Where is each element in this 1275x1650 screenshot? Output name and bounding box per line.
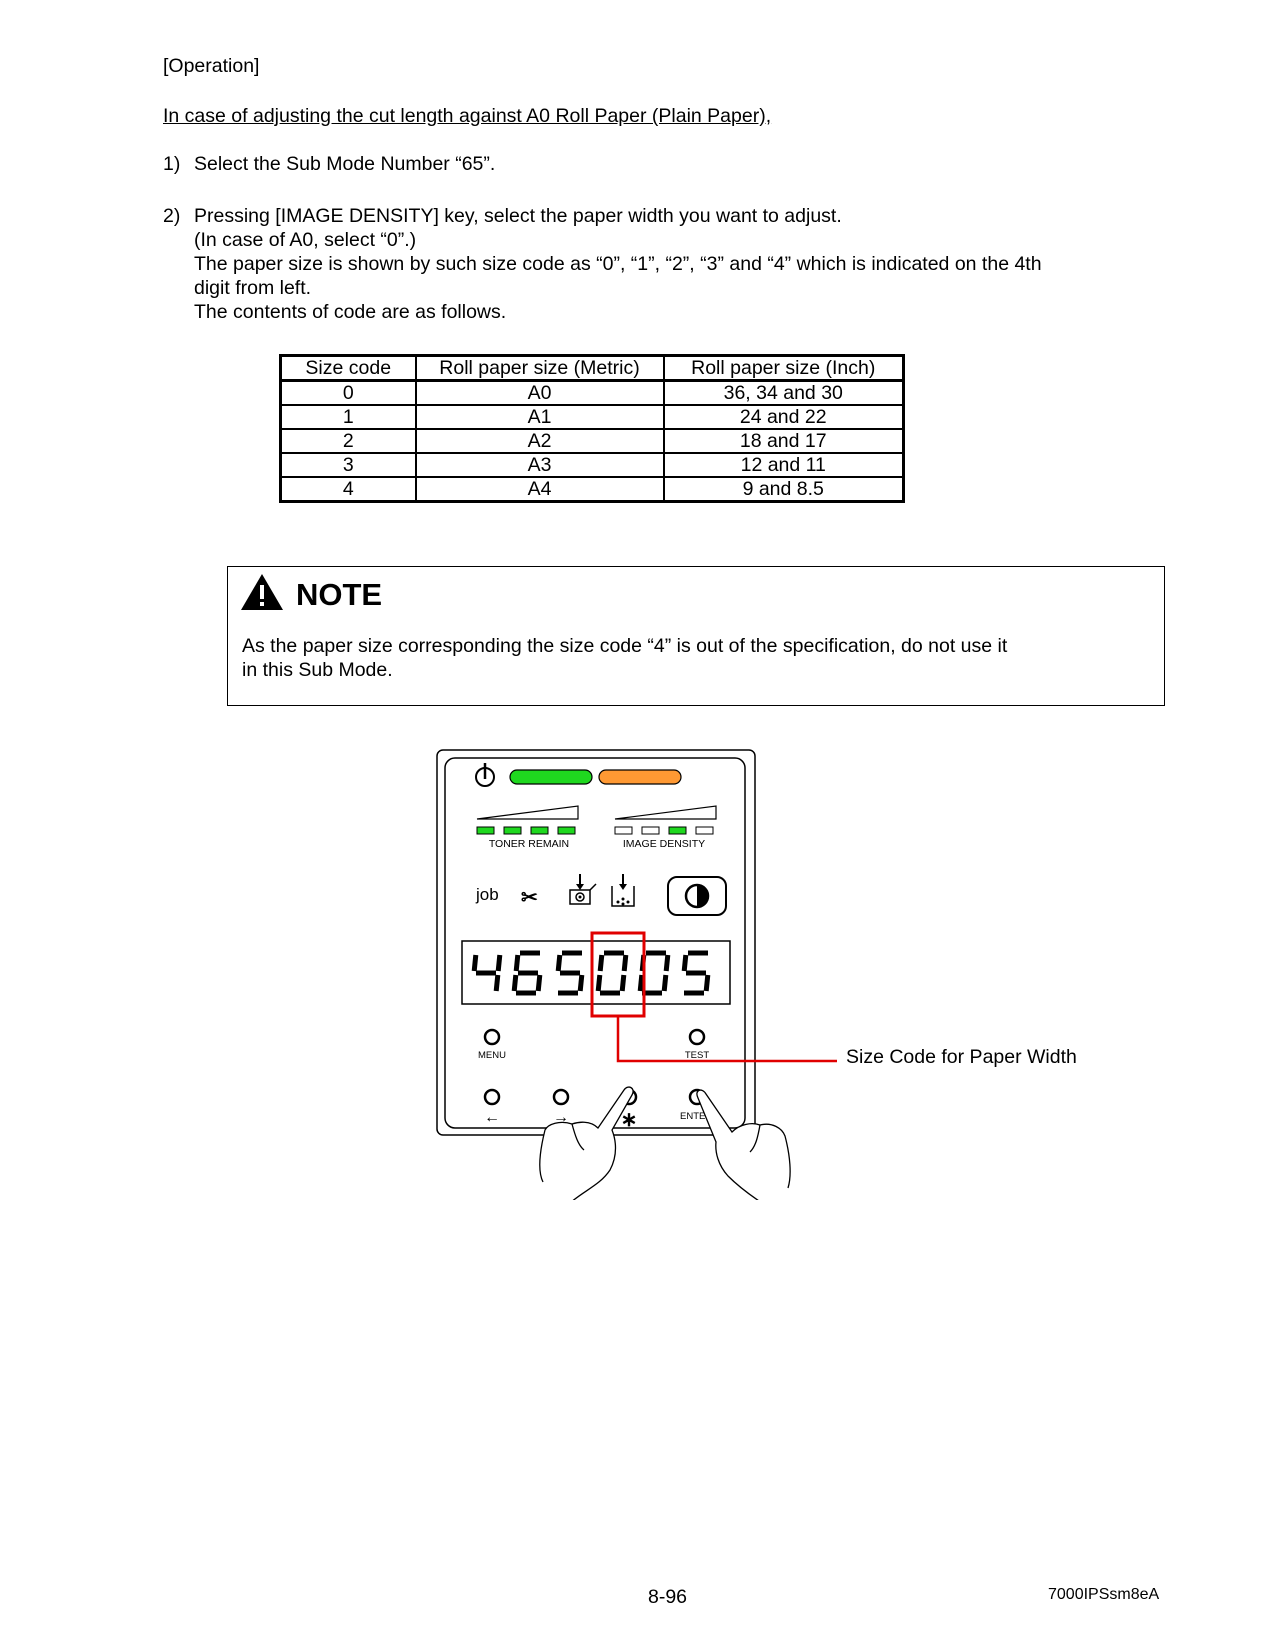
svg-text:✂: ✂	[521, 887, 538, 909]
density-led	[615, 827, 632, 834]
table-row	[281, 381, 904, 406]
section-heading: [Operation]	[163, 55, 260, 77]
table-cell: 3	[281, 453, 416, 477]
size-code-table	[279, 354, 905, 503]
digit-segment	[558, 955, 560, 971]
table-cell: 1	[281, 405, 416, 429]
toner-led	[504, 827, 521, 834]
enter-label: ENTE	[680, 1111, 706, 1122]
table-cell: 24 and 22	[664, 405, 904, 429]
digit-segment	[514, 975, 516, 991]
digit-segment	[622, 975, 624, 991]
digit-segment	[600, 955, 602, 971]
menu-label: MENU	[478, 1050, 506, 1061]
note-line-1: As the paper size corresponding the size code “4” is out of the specification, do not use it	[242, 635, 1008, 657]
note-box	[227, 566, 1165, 706]
test-button[interactable]	[690, 1030, 704, 1044]
table-row	[281, 453, 904, 477]
table-cell: A0	[416, 381, 664, 406]
alarm-lamp	[599, 770, 681, 784]
table-header-cell: Size code	[281, 356, 416, 381]
table-cell: A1	[416, 405, 664, 429]
digit-segment	[706, 975, 708, 991]
step-1-text: Select the Sub Mode Number “65”.	[194, 153, 496, 175]
page-number: 8-96	[648, 1586, 688, 1608]
digit-segment	[598, 975, 600, 991]
table-cell: A4	[416, 477, 664, 502]
digit-segment	[624, 955, 626, 971]
step-2-detail-1: (In case of A0, select “0”.)	[194, 229, 417, 251]
step-2-text: Pressing [IMAGE DENSITY] key, select the paper width you want to adjust.	[194, 205, 842, 227]
toner-led	[531, 827, 548, 834]
table-row	[281, 429, 904, 453]
right-arrow-icon: →	[553, 1109, 569, 1126]
callout-label: Size Code for Paper Width	[846, 1046, 1077, 1068]
table-row	[281, 405, 904, 429]
ready-lamp	[510, 770, 592, 784]
table-cell: 4	[281, 477, 416, 502]
table-cell: A2	[416, 429, 664, 453]
menu-button[interactable]	[485, 1030, 499, 1044]
image-density-button[interactable]	[668, 877, 726, 915]
table-cell: 12 and 11	[664, 453, 904, 477]
digit-segment	[684, 955, 686, 971]
table-row	[281, 477, 904, 502]
density-led	[642, 827, 659, 834]
document-code: 7000IPSsm8eA	[1048, 1586, 1160, 1603]
density-led	[669, 827, 686, 834]
table-header-row	[281, 356, 904, 381]
warning-icon	[240, 572, 284, 612]
table-cell: 0	[281, 381, 416, 406]
table-cell: A3	[416, 453, 664, 477]
control-panel-illustration	[430, 740, 1110, 1200]
job-label: job	[476, 885, 499, 904]
image-density-label: IMAGE DENSITY	[622, 838, 706, 850]
toner-led	[558, 827, 575, 834]
toner-led	[477, 827, 494, 834]
step-2-detail-3: digit from left.	[194, 277, 312, 299]
note-title: NOTE	[296, 577, 383, 612]
case-heading: In case of adjusting the cut length against A0 Roll Paper (Plain Paper),	[163, 105, 772, 127]
table-cell: 9 and 8.5	[664, 477, 904, 502]
digit-segment	[474, 955, 476, 971]
digit-segment	[640, 975, 642, 991]
digit-segment	[516, 955, 518, 971]
step-2-detail-2: The paper size is shown by such size code as “0”, “1”, “2”, “3” and “4” which is indicated on the 4th	[194, 253, 1042, 275]
digit-segment	[498, 955, 500, 971]
step-2-detail-4: The contents of code are as follows.	[194, 301, 507, 323]
test-label: TEST	[684, 1050, 710, 1061]
toner-remain-label: TONER REMAIN	[488, 838, 570, 850]
digit-segment	[538, 975, 540, 991]
table-cell: 36, 34 and 30	[664, 381, 904, 406]
digit-segment	[666, 955, 668, 971]
step-1-number: 1)	[163, 153, 181, 175]
digit-segment	[580, 975, 582, 991]
table-cell: 18 and 17	[664, 429, 904, 453]
density-led	[696, 827, 713, 834]
paper-jam-icon	[521, 887, 538, 909]
digit-segment	[496, 975, 498, 991]
note-line-2: in this Sub Mode.	[242, 659, 393, 681]
right-arrow-button[interactable]	[554, 1090, 568, 1104]
table-header-cell: Roll paper size (Metric)	[416, 356, 664, 381]
star-icon: ∗	[620, 1109, 638, 1131]
left-arrow-icon: ←	[484, 1109, 500, 1126]
left-arrow-button[interactable]	[485, 1090, 499, 1104]
step-2-number: 2)	[163, 205, 181, 227]
table-cell: 2	[281, 429, 416, 453]
digit-segment	[664, 975, 666, 991]
table-header-cell: Roll paper size (Inch)	[664, 356, 904, 381]
